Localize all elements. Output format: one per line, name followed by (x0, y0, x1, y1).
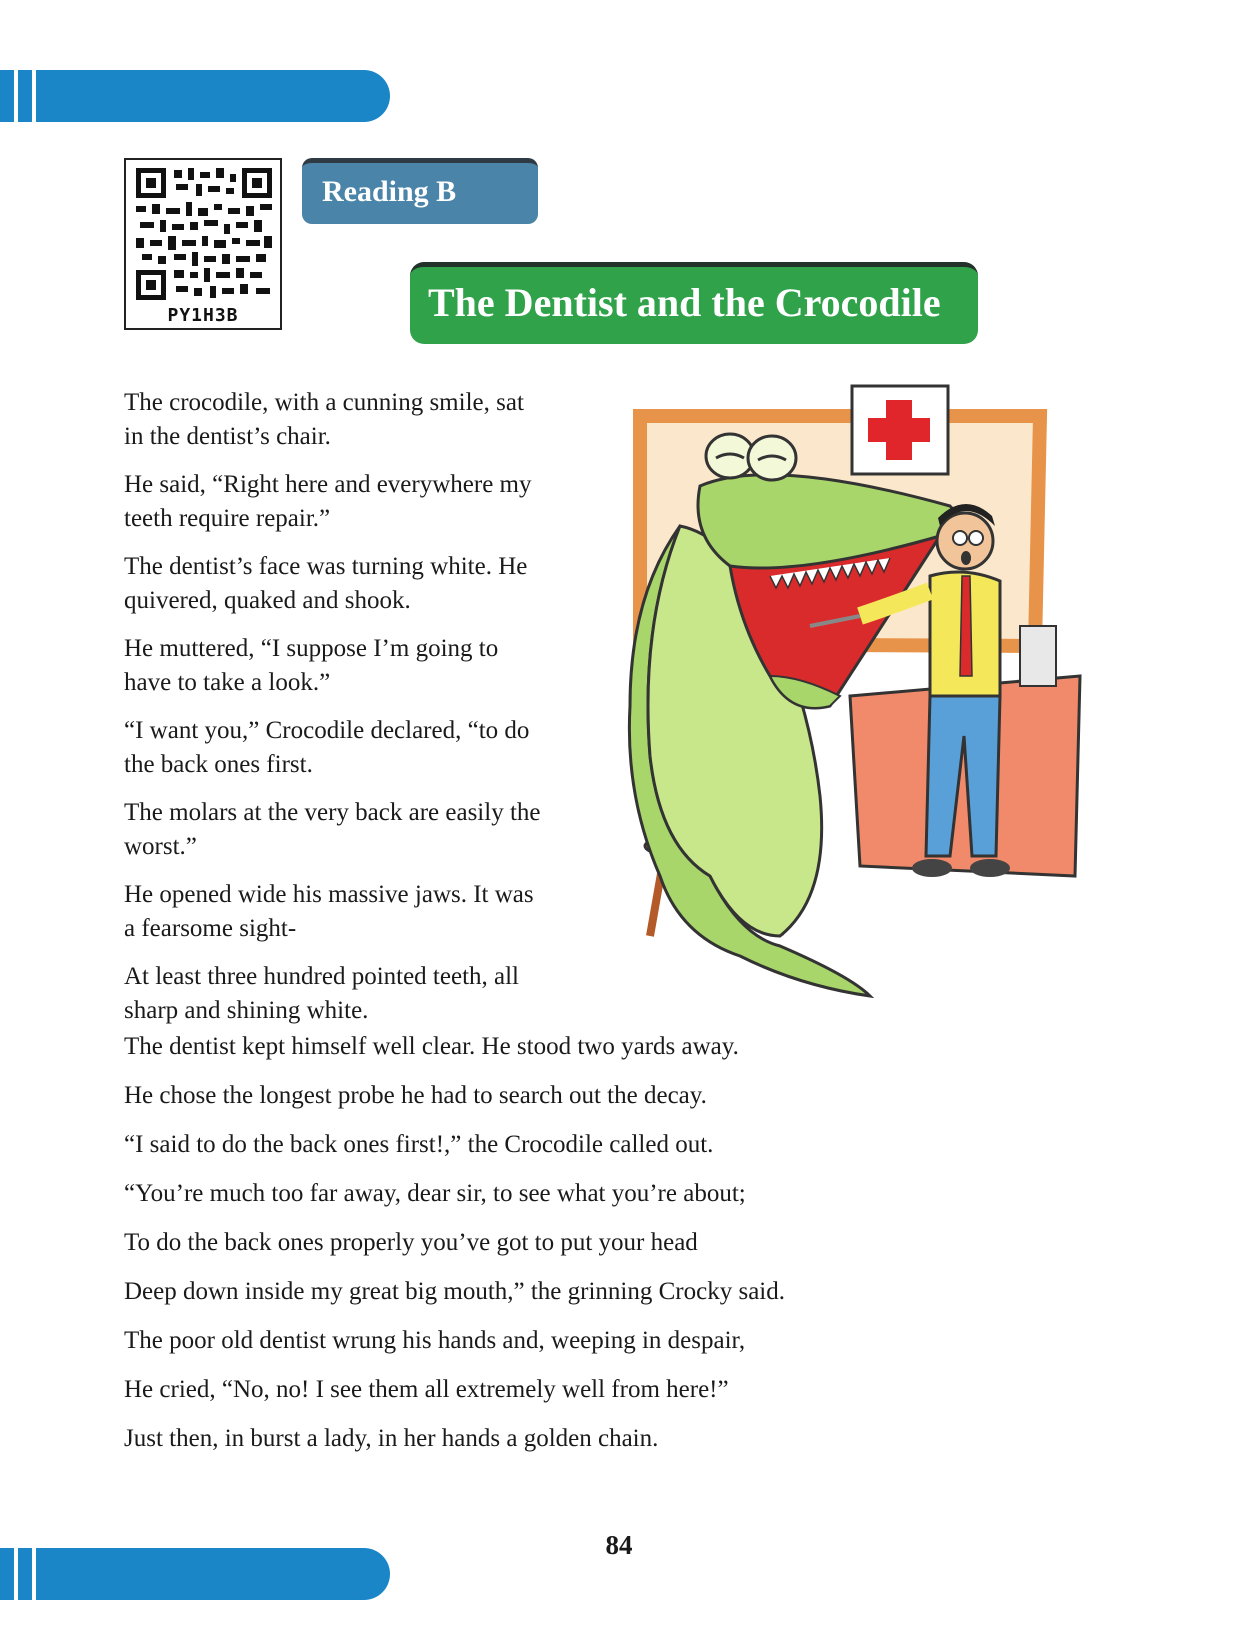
poem-line: The molars at the very back are easily the (124, 799, 541, 826)
poem-stanza (124, 796, 594, 864)
crocodile-dentist-illustration (620, 376, 1100, 1041)
poem-line: He cried, “No, no! I see them all extremely well from here!” (124, 1376, 729, 1403)
poem-line: The crocodile, with a cunning smile, sat (124, 389, 524, 416)
poem-line: worst.” (124, 833, 197, 860)
poem-line: He said, “Right here and everywhere my (124, 471, 532, 498)
poem-stanza (124, 468, 594, 536)
bottom-decorative-band (0, 1548, 390, 1600)
page-number: 84 (605, 1530, 633, 1560)
crocodile-dentist-icon (620, 376, 1100, 1036)
poem-line: The poor old dentist wrung his hands and, weeping in despair, (124, 1327, 746, 1354)
poem-line: He muttered, “I suppose I’m going to (124, 635, 499, 662)
poem-line: the back ones first. (124, 751, 313, 778)
poem-line: a fearsome sight- (124, 915, 297, 942)
poem-line: sharp and shining white. (124, 997, 369, 1024)
poem-line: The dentist’s face was turning white. He (124, 553, 528, 580)
poem-line: “I said to do the back ones first!,” the Crocodile called out. (124, 1131, 714, 1158)
poem-line: have to take a look.” (124, 669, 331, 696)
poem-line: He chose the longest probe he had to search out the decay. (124, 1082, 707, 1109)
poem-stanza (124, 386, 594, 454)
poem-stanza (124, 550, 594, 618)
poem-line: At least three hundred pointed teeth, all (124, 963, 520, 990)
poem-line: Just then, in burst a lady, in her hands a golden chain. (124, 1425, 659, 1452)
poem-stanza (124, 878, 594, 946)
reading-label: Reading B (302, 158, 538, 224)
poem-stanza (124, 714, 594, 782)
page-title: The Dentist and the Crocodile (410, 262, 978, 344)
poem-line: “You’re much too far away, dear sir, to see what you’re about; (124, 1180, 746, 1207)
poem-line: The dentist kept himself well clear. He stood two yards away. (124, 1033, 739, 1060)
poem-line: quivered, quaked and shook. (124, 587, 411, 614)
poem-line: To do the back ones properly you’ve got to put your head (124, 1229, 698, 1256)
poem-stanzas (124, 386, 594, 1042)
poem-stanza (124, 960, 594, 1028)
poem-line: “I want you,” Crocodile declared, “to do (124, 717, 530, 744)
poem-stanza (124, 632, 594, 700)
qr-code-label: PY1H3B (167, 305, 239, 326)
poem-line: teeth require repair.” (124, 505, 331, 532)
poem-line: in the dentist’s chair. (124, 423, 331, 450)
qr-code[interactable] (124, 158, 282, 330)
poem-line: Deep down inside my great big mouth,” the grinning Crocky said. (124, 1278, 785, 1305)
top-decorative-band (0, 70, 390, 122)
qr-code-icon (136, 168, 272, 300)
poem-line: He opened wide his massive jaws. It was (124, 881, 534, 908)
